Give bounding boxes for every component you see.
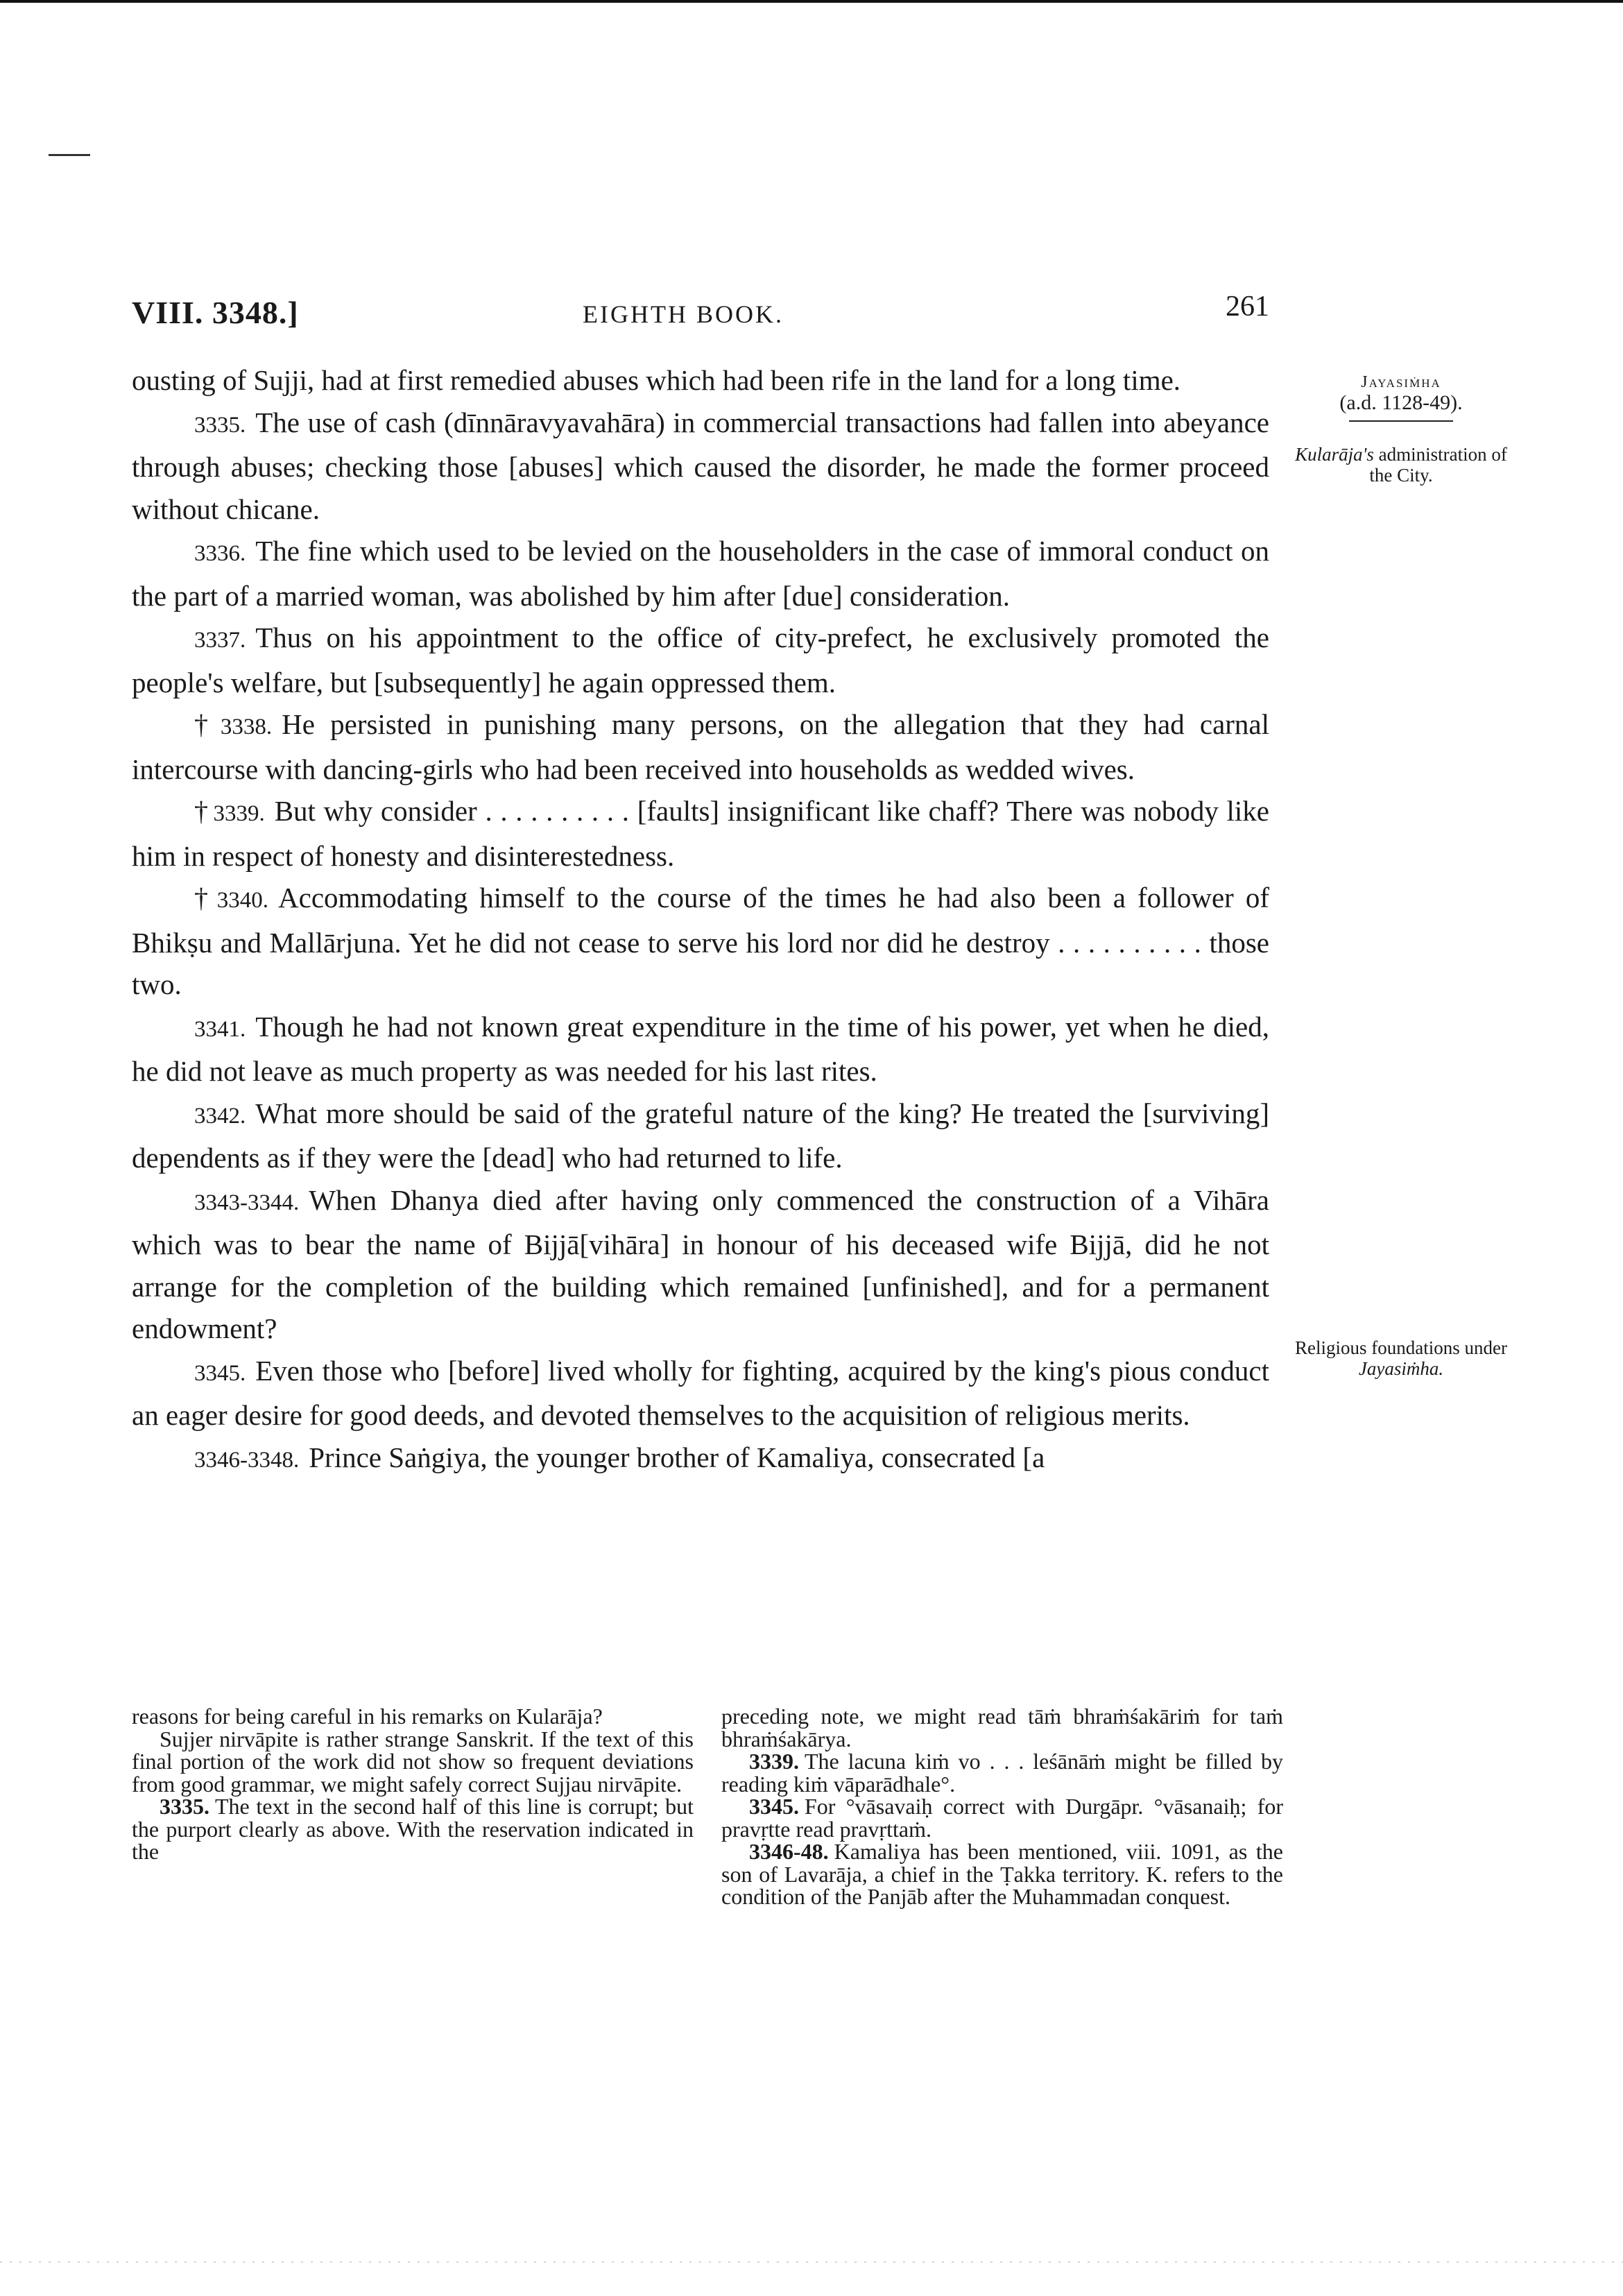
header-book-title: EIGHTH BOOK. [583, 300, 784, 328]
footnote-text: For °vāsavaiḥ correct with Durgāpr. °vāsanaiḥ; for pravṛtte read pravṛttaṁ. [721, 1794, 1283, 1842]
footnote-text: The text in the second half of this line is corrupt; but the purport clearly as above. With the reservation indicated in the [132, 1794, 694, 1864]
sidenote-relig-italic: Jayasiṁha. [1358, 1358, 1444, 1379]
sidenote-administration [1283, 444, 1519, 486]
verse-number: 3335. [194, 412, 246, 438]
footnote [721, 1840, 1283, 1908]
verse-number: 3343-3344. [194, 1190, 300, 1215]
verse-number: 3340. [216, 888, 269, 913]
footnote: preceding note, we might read tāṁ bhraṁśakāriṁ for taṁ bhraṁśakārya. [721, 1704, 1283, 1751]
paragraph-continued: ousting of Sujji, had at first remedied abuses which had been rife in the land for a long time. [132, 364, 1181, 396]
paragraph-3345 [132, 1350, 1269, 1437]
scan-noise-line [0, 2261, 1623, 2263]
sidenote-religious-foundations [1283, 1337, 1519, 1379]
verse-text: Prince Saṅgiya, the younger brother of Kamaliya, consecrated [a [309, 1441, 1045, 1473]
verse-number: 3345. [194, 1360, 246, 1386]
verse-text: Accommodating himself to the course of the times he had also been a follower of Bhikṣu and Mallārjuna. Yet he did not cease to serve his lord nor did he destroy . . . . . . . . . . those two. [132, 882, 1269, 1000]
dagger-mark: † [194, 882, 213, 914]
sidenote-relig-text: Religious foundations under [1295, 1337, 1507, 1358]
footnote-number: 3339. [749, 1749, 799, 1774]
paragraph-3335 [132, 402, 1269, 531]
verse-number: 3342. [194, 1103, 246, 1129]
sidenote-ruler-dates: (a.d. 1128-49). [1339, 391, 1463, 414]
paragraph-3342 [132, 1093, 1269, 1179]
margin-mark [49, 154, 90, 156]
paragraph-3346-3348 [132, 1437, 1269, 1482]
main-text [132, 359, 1269, 1481]
verse-number: 3338. [220, 714, 273, 739]
running-header [132, 290, 1269, 339]
paragraph-3338 [132, 703, 1269, 790]
sidenote-divider [1349, 420, 1453, 422]
page-top-edge [0, 0, 1623, 3]
verse-number: 3346-3348. [194, 1447, 300, 1473]
dagger-mark: † [194, 709, 216, 740]
paragraph-3343-3344 [132, 1179, 1269, 1350]
footnote [721, 1795, 1283, 1840]
verse-text: Thus on his appointment to the office of city-prefect, he exclusively promoted the people's welfare, but [subsequently] he again oppressed them. [132, 622, 1269, 699]
verse-text: Even those who [before] lived wholly for fighting, acquired by the king's pious conduct an eager desire for good deeds, and devoted themselves to the acquisition of religious merits. [132, 1354, 1269, 1431]
footnote-text: Kamaliya has been mentioned, viii. 1091, as the son of Lavarāja, a chief in the Ṭakka territory. K. refers to the condition of the Panjāb after the Muhammadan conquest. [721, 1839, 1283, 1909]
footnotes-left-column [132, 1705, 694, 1863]
page-number: 261 [1226, 291, 1269, 323]
verse-number: 3336. [194, 541, 246, 566]
footnote [721, 1750, 1283, 1795]
verse-text: The use of cash (dīnnāravyavahāra) in commercial transactions had fallen into abeyance through abuses; checking those [abuses] which caused the disorder, he made the former proceed without chicane. [132, 406, 1269, 525]
verse-text: Though he had not known great expenditure in the time of his power, yet when he died, he did not leave as much property as was needed for his last rites. [132, 1010, 1269, 1087]
footnote-number: 3346-48. [749, 1839, 829, 1864]
footnote-number: 3345. [749, 1794, 799, 1819]
verse-text: What more should be said of the grateful nature of the king? He treated the [surviving] dependents as if they were the [dead] who had returned to life. [132, 1097, 1269, 1174]
footnotes-right-column [721, 1705, 1283, 1908]
verse-text: The fine which used to be levied on the householders in the case of immoral conduct on the part of a married woman, was abolished by him after [due] consideration. [132, 535, 1269, 612]
verse-text: But why consider . . . . . . . . . . [faults] insignificant like chaff? There was nobody like him in respect of honesty and disinterestedness. [132, 795, 1270, 872]
paragraph-3341 [132, 1006, 1269, 1093]
verse-text: He persisted in punishing many persons, on the allegation that they had carnal intercourse with dancing-girls who had been received into households as wedded wives. [132, 708, 1270, 785]
sidenote-admin-italic: Kularāja's [1295, 444, 1374, 465]
sidenote-admin-text: administration of the City. [1369, 444, 1507, 486]
verse-text: When Dhanya died after having only commenced the construction of a Vihāra which was to bear the name of Bijjā[vihāra] in honour of his deceased wife Bijjā, did he not arrange for the completion of the building which remained [unfinished], and for a permanent endowment? [132, 1183, 1269, 1344]
sidenote-ruler [1283, 372, 1519, 422]
verse-number: 3341. [194, 1016, 246, 1042]
verse-number: 3337. [194, 628, 246, 653]
dagger-mark: † [194, 796, 209, 827]
paragraph-3336 [132, 530, 1269, 617]
footnote: Sujjer nirvāpite is rather strange Sanskrit. If the text of this final portion of the work did not show so frequent deviations from good grammar, we might safely correct Sujjau nirvāpite. [132, 1726, 694, 1797]
header-section-ref: VIII. 3348.] [132, 295, 299, 330]
paragraph-3337 [132, 617, 1269, 703]
paragraph-3340 [132, 877, 1269, 1006]
paragraph-3339 [132, 790, 1269, 877]
verse-number: 3339. [213, 801, 265, 826]
footnote: reasons for being careful in his remarks on Kularāja? [132, 1704, 603, 1729]
footnote [132, 1795, 694, 1863]
footnote-number: 3335. [160, 1794, 209, 1819]
footnote-text: The lacuna kiṁ vo . . . leśānāṁ might be filled by reading kiṁ vāparādhale°. [721, 1749, 1283, 1797]
sidenote-ruler-name: Jayasiṁha [1361, 373, 1441, 391]
